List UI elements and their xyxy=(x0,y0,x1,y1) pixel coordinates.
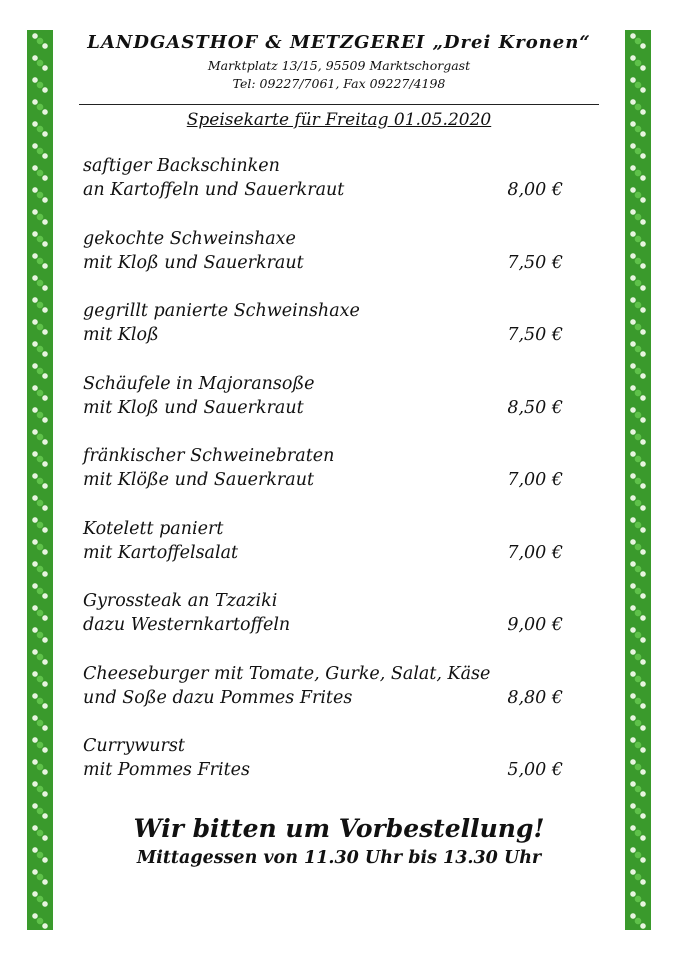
menu-item-price: 8,80 € xyxy=(507,687,563,708)
menu-title xyxy=(53,110,625,130)
menu-item-name: Schäufele in Majoransoße xyxy=(83,373,315,394)
menu-item-name: Gyrossteak an Tzaziki xyxy=(83,591,278,611)
menu-item-side: mit Kloß und Sauerkraut xyxy=(83,397,304,418)
menu-item-price: 8,50 € xyxy=(507,397,563,418)
menu-item-name: Kotelett paniert xyxy=(83,518,224,539)
menu-item xyxy=(83,446,563,519)
menu-item-price: 5,00 € xyxy=(507,760,563,780)
menu-item-side: und Soße dazu Pommes Frites xyxy=(83,687,353,708)
menu-item-side: mit Klöße und Sauerkraut xyxy=(83,470,315,490)
menu-items-list xyxy=(83,156,563,809)
menu-item-price: 8,00 € xyxy=(507,180,563,200)
menu-item-price: 7,50 € xyxy=(507,252,563,273)
restaurant-name: LANDGASTHOF & METZGEREI „Drei Kronen“ xyxy=(87,32,591,53)
menu-page xyxy=(53,30,625,930)
menu-item xyxy=(83,664,563,737)
menu-item-price: 9,00 € xyxy=(507,615,563,635)
menu-item-side: dazu Westernkartoffeln xyxy=(83,615,291,635)
preorder-notice: Wir bitten um Vorbestellung! xyxy=(133,814,545,843)
menu-item-name: gekochte Schweinshaxe xyxy=(83,228,296,249)
menu-item-name: Cheeseburger mit Tomate, Gurke, Salat, Käse xyxy=(83,663,491,684)
decorative-border-left xyxy=(27,30,53,930)
lunch-hours: Mittagessen von 11.30 Uhr bis 13.30 Uhr xyxy=(136,848,542,868)
menu-item xyxy=(83,229,563,302)
menu-title-text: Speisekarte für Freitag 01.05.2020 xyxy=(186,110,492,130)
header-divider xyxy=(79,104,599,105)
menu-item-price: 7,00 € xyxy=(507,542,563,563)
menu-item xyxy=(83,736,563,809)
menu-item-name: Currywurst xyxy=(83,736,185,756)
restaurant-address: Marktplatz 13/15, 95509 Marktschorgast xyxy=(207,58,471,73)
menu-item-side: mit Pommes Frites xyxy=(83,760,250,780)
restaurant-contact: Tel: 09227/7061, Fax 09227/4198 xyxy=(232,76,446,91)
menu-item xyxy=(83,301,563,374)
menu-item-side: mit Kartoffelsalat xyxy=(83,542,239,563)
menu-item xyxy=(83,591,563,664)
menu-item-name: saftiger Backschinken xyxy=(83,156,280,176)
menu-item-side: mit Kloß und Sauerkraut xyxy=(83,252,304,273)
decorative-border-right xyxy=(625,30,651,930)
menu-item xyxy=(83,374,563,447)
menu-item-name: fränkischer Schweinebraten xyxy=(83,446,335,466)
menu-item-side: mit Kloß xyxy=(83,325,159,345)
menu-item-side: an Kartoffeln und Sauerkraut xyxy=(83,180,345,200)
menu-item xyxy=(83,156,563,229)
menu-item-name: gegrillt panierte Schweinshaxe xyxy=(83,301,360,321)
menu-item xyxy=(83,519,563,592)
menu-item-price: 7,50 € xyxy=(507,325,563,345)
menu-item-price: 7,00 € xyxy=(507,470,563,490)
